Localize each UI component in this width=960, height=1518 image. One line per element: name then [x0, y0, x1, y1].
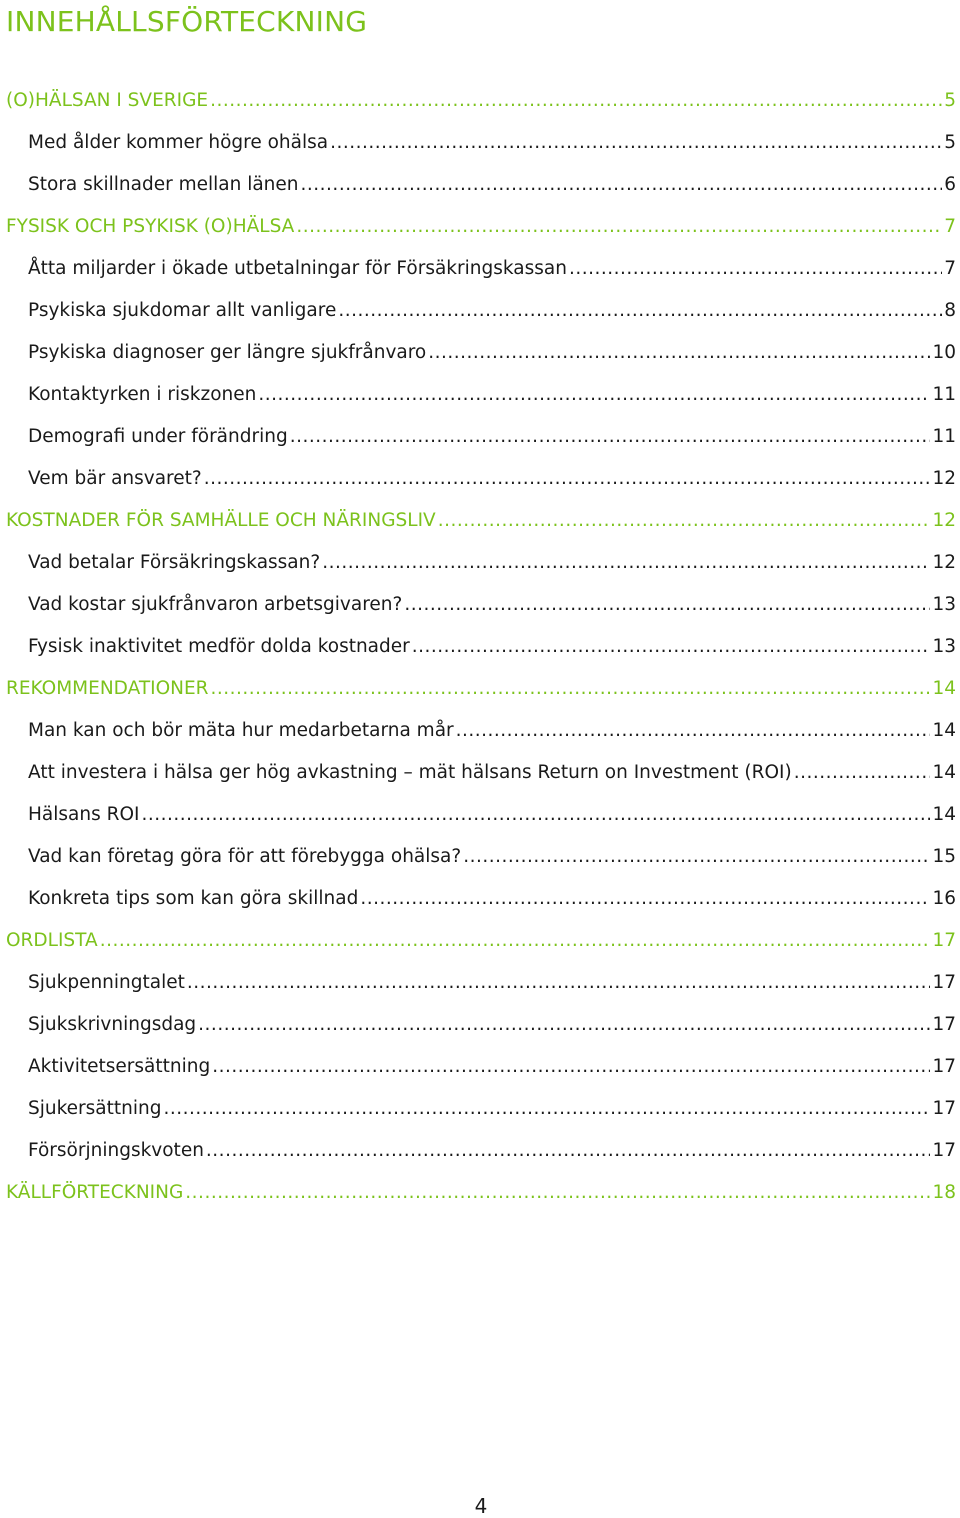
toc-dot-leader [185, 1172, 930, 1214]
toc-subheading-entry[interactable] [0, 794, 956, 836]
toc-subheading-entry[interactable] [0, 626, 956, 668]
toc-entry-label: Vad betalar Försäkringskassan? [28, 552, 321, 573]
toc-entry-label: Hälsans ROI [28, 804, 140, 825]
toc-entry-page: 18 [932, 1182, 956, 1203]
toc-entry-page: 17 [932, 1140, 956, 1161]
toc-subheading-entry[interactable] [0, 878, 956, 920]
toc-entry-page: 16 [932, 888, 956, 909]
toc-dot-leader [438, 500, 931, 542]
toc-entry-page: 10 [932, 342, 956, 363]
toc-entry-page: 14 [932, 804, 956, 825]
toc-heading-entry[interactable] [0, 920, 956, 962]
toc-subheading-entry[interactable] [0, 122, 956, 164]
toc-subheading-entry[interactable] [0, 962, 956, 1004]
toc-subheading-entry[interactable] [0, 584, 956, 626]
toc-entry-label: Kontaktyrken i riskzonen [28, 384, 257, 405]
toc-dot-leader [141, 794, 930, 836]
toc-entry-page: 11 [932, 426, 956, 447]
toc-entry-label: Konkreta tips som kan göra skillnad [28, 888, 359, 909]
toc-entry-page: 5 [944, 132, 956, 153]
toc-dot-leader [212, 1046, 930, 1088]
toc-entry-page: 12 [932, 468, 956, 489]
toc-subheading-entry[interactable] [0, 164, 956, 206]
toc-dot-leader [456, 710, 931, 752]
toc-dot-leader [463, 836, 930, 878]
toc-entry-page: 14 [932, 762, 956, 783]
toc-entry-label: (O)HÄLSAN I SVERIGE [6, 90, 209, 111]
toc-subheading-entry[interactable] [0, 542, 956, 584]
toc-entry-page: 14 [932, 720, 956, 741]
toc-entry-page: 17 [932, 1098, 956, 1119]
page-number: 4 [474, 1494, 488, 1518]
toc-heading-entry[interactable] [0, 206, 956, 248]
toc-dot-leader [338, 290, 942, 332]
toc-subheading-entry[interactable] [0, 752, 956, 794]
toc-entry-page: 14 [932, 678, 956, 699]
toc-dot-leader [163, 1088, 930, 1130]
toc-entry-page: 11 [932, 384, 956, 405]
toc-dot-leader [330, 122, 942, 164]
toc-entry-label: Försörjningskvoten [28, 1140, 204, 1161]
toc-dot-leader [428, 332, 930, 374]
toc-subheading-entry[interactable] [0, 290, 956, 332]
page-title: INNEHÅLLSFÖRTECKNING [6, 5, 368, 38]
toc-dot-leader [211, 668, 931, 710]
toc-dot-leader [794, 752, 931, 794]
toc-subheading-entry[interactable] [0, 248, 956, 290]
toc-entry-label: Vad kan företag göra för att förebygga ohälsa? [28, 846, 462, 867]
toc-entry-page: 13 [932, 636, 956, 657]
toc-dot-leader [301, 164, 943, 206]
toc-entry-label: Man kan och bör mäta hur medarbetarna mår [28, 720, 454, 741]
toc-entry-page: 8 [944, 300, 956, 321]
toc-entry-label: Aktivitetsersättning [28, 1056, 211, 1077]
toc-entry-label: FYSISK OCH PSYKISK (O)HÄLSA [6, 216, 295, 237]
toc-entry-label: Stora skillnader mellan länen [28, 174, 299, 195]
toc-dot-leader [360, 878, 930, 920]
toc-entry-page: 12 [932, 552, 956, 573]
toc-entry-label: Psykiska sjukdomar allt vanligare [28, 300, 337, 321]
toc-entry-page: 17 [932, 972, 956, 993]
toc-subheading-entry[interactable] [0, 1004, 956, 1046]
toc-subheading-entry[interactable] [0, 1130, 956, 1172]
toc-entry-page: 15 [932, 846, 956, 867]
toc-dot-leader [210, 80, 942, 122]
toc-entry-page: 6 [944, 174, 956, 195]
toc-heading-entry[interactable] [0, 668, 956, 710]
toc-dot-leader [404, 584, 930, 626]
toc-entry-page: 17 [932, 1056, 956, 1077]
toc-subheading-entry[interactable] [0, 1088, 956, 1130]
toc-dot-leader [258, 374, 930, 416]
toc-entry-page: 17 [932, 1014, 956, 1035]
toc-entry-page: 17 [932, 930, 956, 951]
toc-dot-leader [198, 1004, 930, 1046]
toc-entry-label: Demografi under förändring [28, 426, 288, 447]
toc-entry-label: Med ålder kommer högre ohälsa [28, 132, 329, 153]
toc-dot-leader [296, 206, 942, 248]
toc-entry-label: Sjukskrivningsdag [28, 1014, 197, 1035]
toc-dot-leader [206, 1130, 931, 1172]
toc-entry-page: 12 [932, 510, 956, 531]
toc-heading-entry[interactable] [0, 80, 956, 122]
toc-subheading-entry[interactable] [0, 458, 956, 500]
toc-subheading-entry[interactable] [0, 416, 956, 458]
toc-subheading-entry[interactable] [0, 332, 956, 374]
toc-subheading-entry[interactable] [0, 374, 956, 416]
toc-dot-leader [569, 248, 942, 290]
toc-dot-leader [290, 416, 931, 458]
toc-entry-label: Vem bär ansvaret? [28, 468, 202, 489]
toc-entry-label: Att investera i hälsa ger hög avkastning – mät hälsans Return on Investment (ROI) [28, 762, 792, 783]
toc-dot-leader [322, 542, 930, 584]
toc-dot-leader [412, 626, 931, 668]
toc-dot-leader [187, 962, 931, 1004]
toc-entry-page: 7 [944, 216, 956, 237]
toc-dot-leader [204, 458, 931, 500]
toc-entry-label: KÄLLFÖRTECKNING [6, 1182, 184, 1203]
toc-dot-leader [100, 920, 931, 962]
toc-entry-label: Fysisk inaktivitet medför dolda kostnader [28, 636, 410, 657]
toc-subheading-entry[interactable] [0, 836, 956, 878]
toc-entry-label: Åtta miljarder i ökade utbetalningar för Försäkringskassan [28, 258, 567, 279]
toc-entry-page: 13 [932, 594, 956, 615]
toc-entry-label: Sjukersättning [28, 1098, 162, 1119]
toc-heading-entry[interactable] [0, 1172, 956, 1214]
toc-entry-label: Sjukpenningtalet [28, 972, 185, 993]
toc-subheading-entry[interactable] [0, 1046, 956, 1088]
table-of-contents [0, 80, 956, 1214]
toc-entry-label: Vad kostar sjukfrånvaron arbetsgivaren? [28, 594, 403, 615]
toc-entry-page: 5 [944, 90, 956, 111]
toc-heading-entry[interactable] [0, 500, 956, 542]
toc-entry-page: 7 [944, 258, 956, 279]
toc-entry-label: REKOMMENDATIONER [6, 678, 209, 699]
toc-entry-label: ORDLISTA [6, 930, 98, 951]
toc-entry-label: KOSTNADER FÖR SAMHÄLLE OCH NÄRINGSLIV [6, 510, 436, 531]
toc-entry-label: Psykiska diagnoser ger längre sjukfrånvaro [28, 342, 427, 363]
toc-subheading-entry[interactable] [0, 710, 956, 752]
